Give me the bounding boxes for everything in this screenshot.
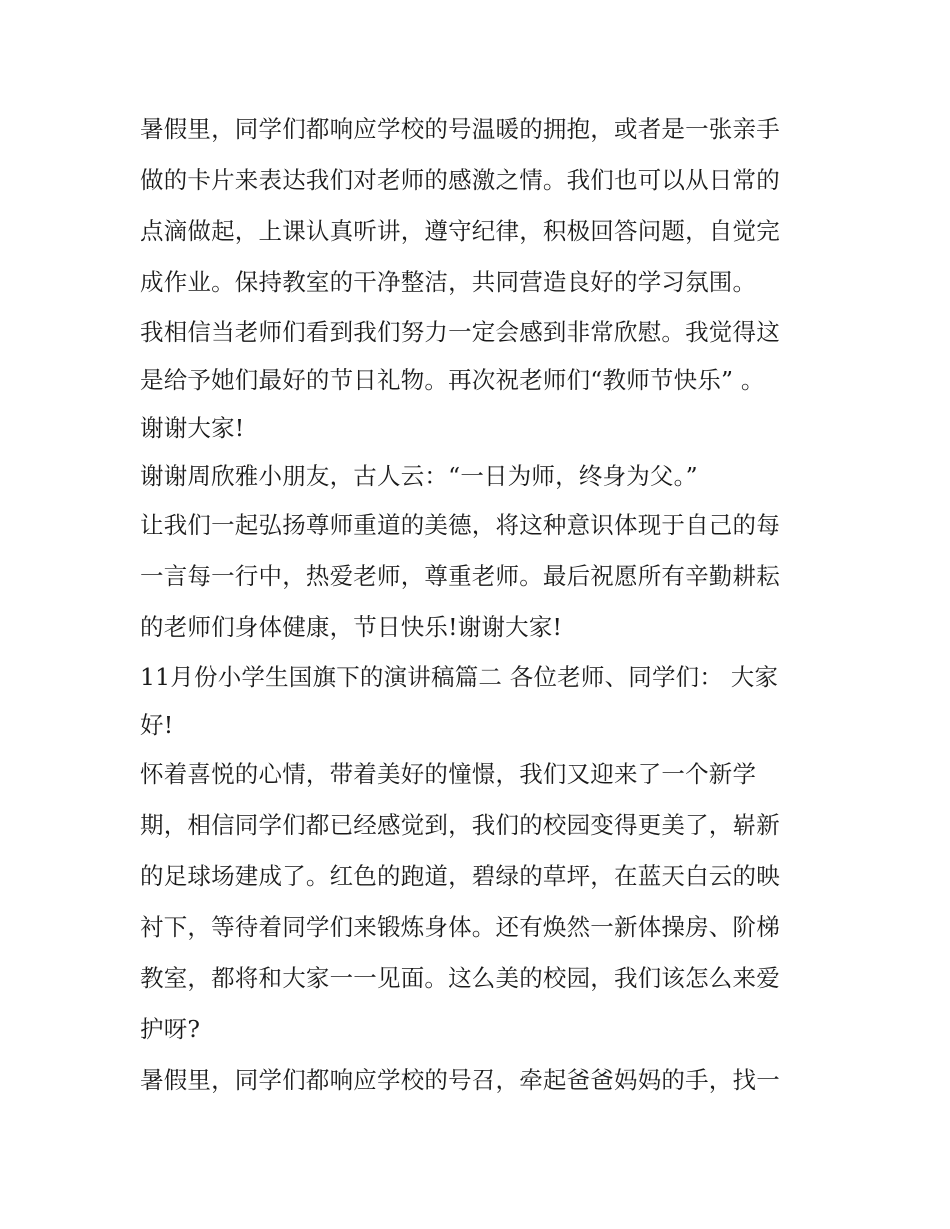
text-line: 一言每一行中，热爱老师，尊重老师。最后祝愿所有辛勤耕耘 bbox=[140, 562, 780, 590]
text-line: 做的卡片来表达我们对老师的感激之情。我们也可以从日常的 bbox=[140, 166, 780, 194]
text-line: 是给予她们最好的节日礼物。再次祝老师们“教师节快乐” 。 bbox=[140, 366, 765, 394]
text-line: 11月份小学生国旗下的演讲稿篇二 各位老师、同学们： 大家 bbox=[140, 663, 779, 691]
text-line: 期，相信同学们都已经感觉到，我们的校园变得更美了，崭新 bbox=[140, 811, 780, 839]
document-body bbox=[140, 104, 820, 1106]
text-line: 点滴做起，上课认真听讲，遵守纪律，积极回答问题，自觉完 bbox=[140, 217, 780, 245]
text-line: 的足球场建成了。红色的跑道，碧绿的草坪，在蓝天白云的映 bbox=[140, 862, 780, 890]
text-line: 衬下，等待着同学们来锻炼身体。还有焕然一新体操房、阶梯 bbox=[140, 913, 780, 941]
text-line: 暑假里，同学们都响应学校的号温暖的拥抱，或者是一张亲手 bbox=[140, 115, 780, 143]
text-line: 成作业。保持教室的干净整洁，共同营造良好的学习氛围。 bbox=[140, 268, 757, 296]
text-line: 教室，都将和大家一一见面。这么美的校园，我们该怎么来爱 bbox=[140, 964, 780, 992]
text-line: 暑假里，同学们都响应学校的号召，牵起爸爸妈妈的手，找一 bbox=[140, 1066, 780, 1094]
text-line: 的老师们身体健康，节日快乐!谢谢大家! bbox=[140, 613, 563, 641]
text-line: 谢谢大家! bbox=[140, 414, 245, 442]
text-line: 怀着喜悦的心情，带着美好的憧憬，我们又迎来了一个新学 bbox=[140, 760, 757, 788]
text-line: 护呀? bbox=[140, 1015, 201, 1043]
text-line: 我相信当老师们看到我们努力一定会感到非常欣慰。我觉得这 bbox=[140, 318, 780, 346]
text-line: 好! bbox=[140, 711, 174, 739]
text-line: 谢谢周欣雅小朋友，古人云：“一日为师，终身为父。” bbox=[140, 462, 698, 490]
text-line: 让我们一起弘扬尊师重道的美德，将这种意识体现于自己的每 bbox=[140, 511, 780, 539]
